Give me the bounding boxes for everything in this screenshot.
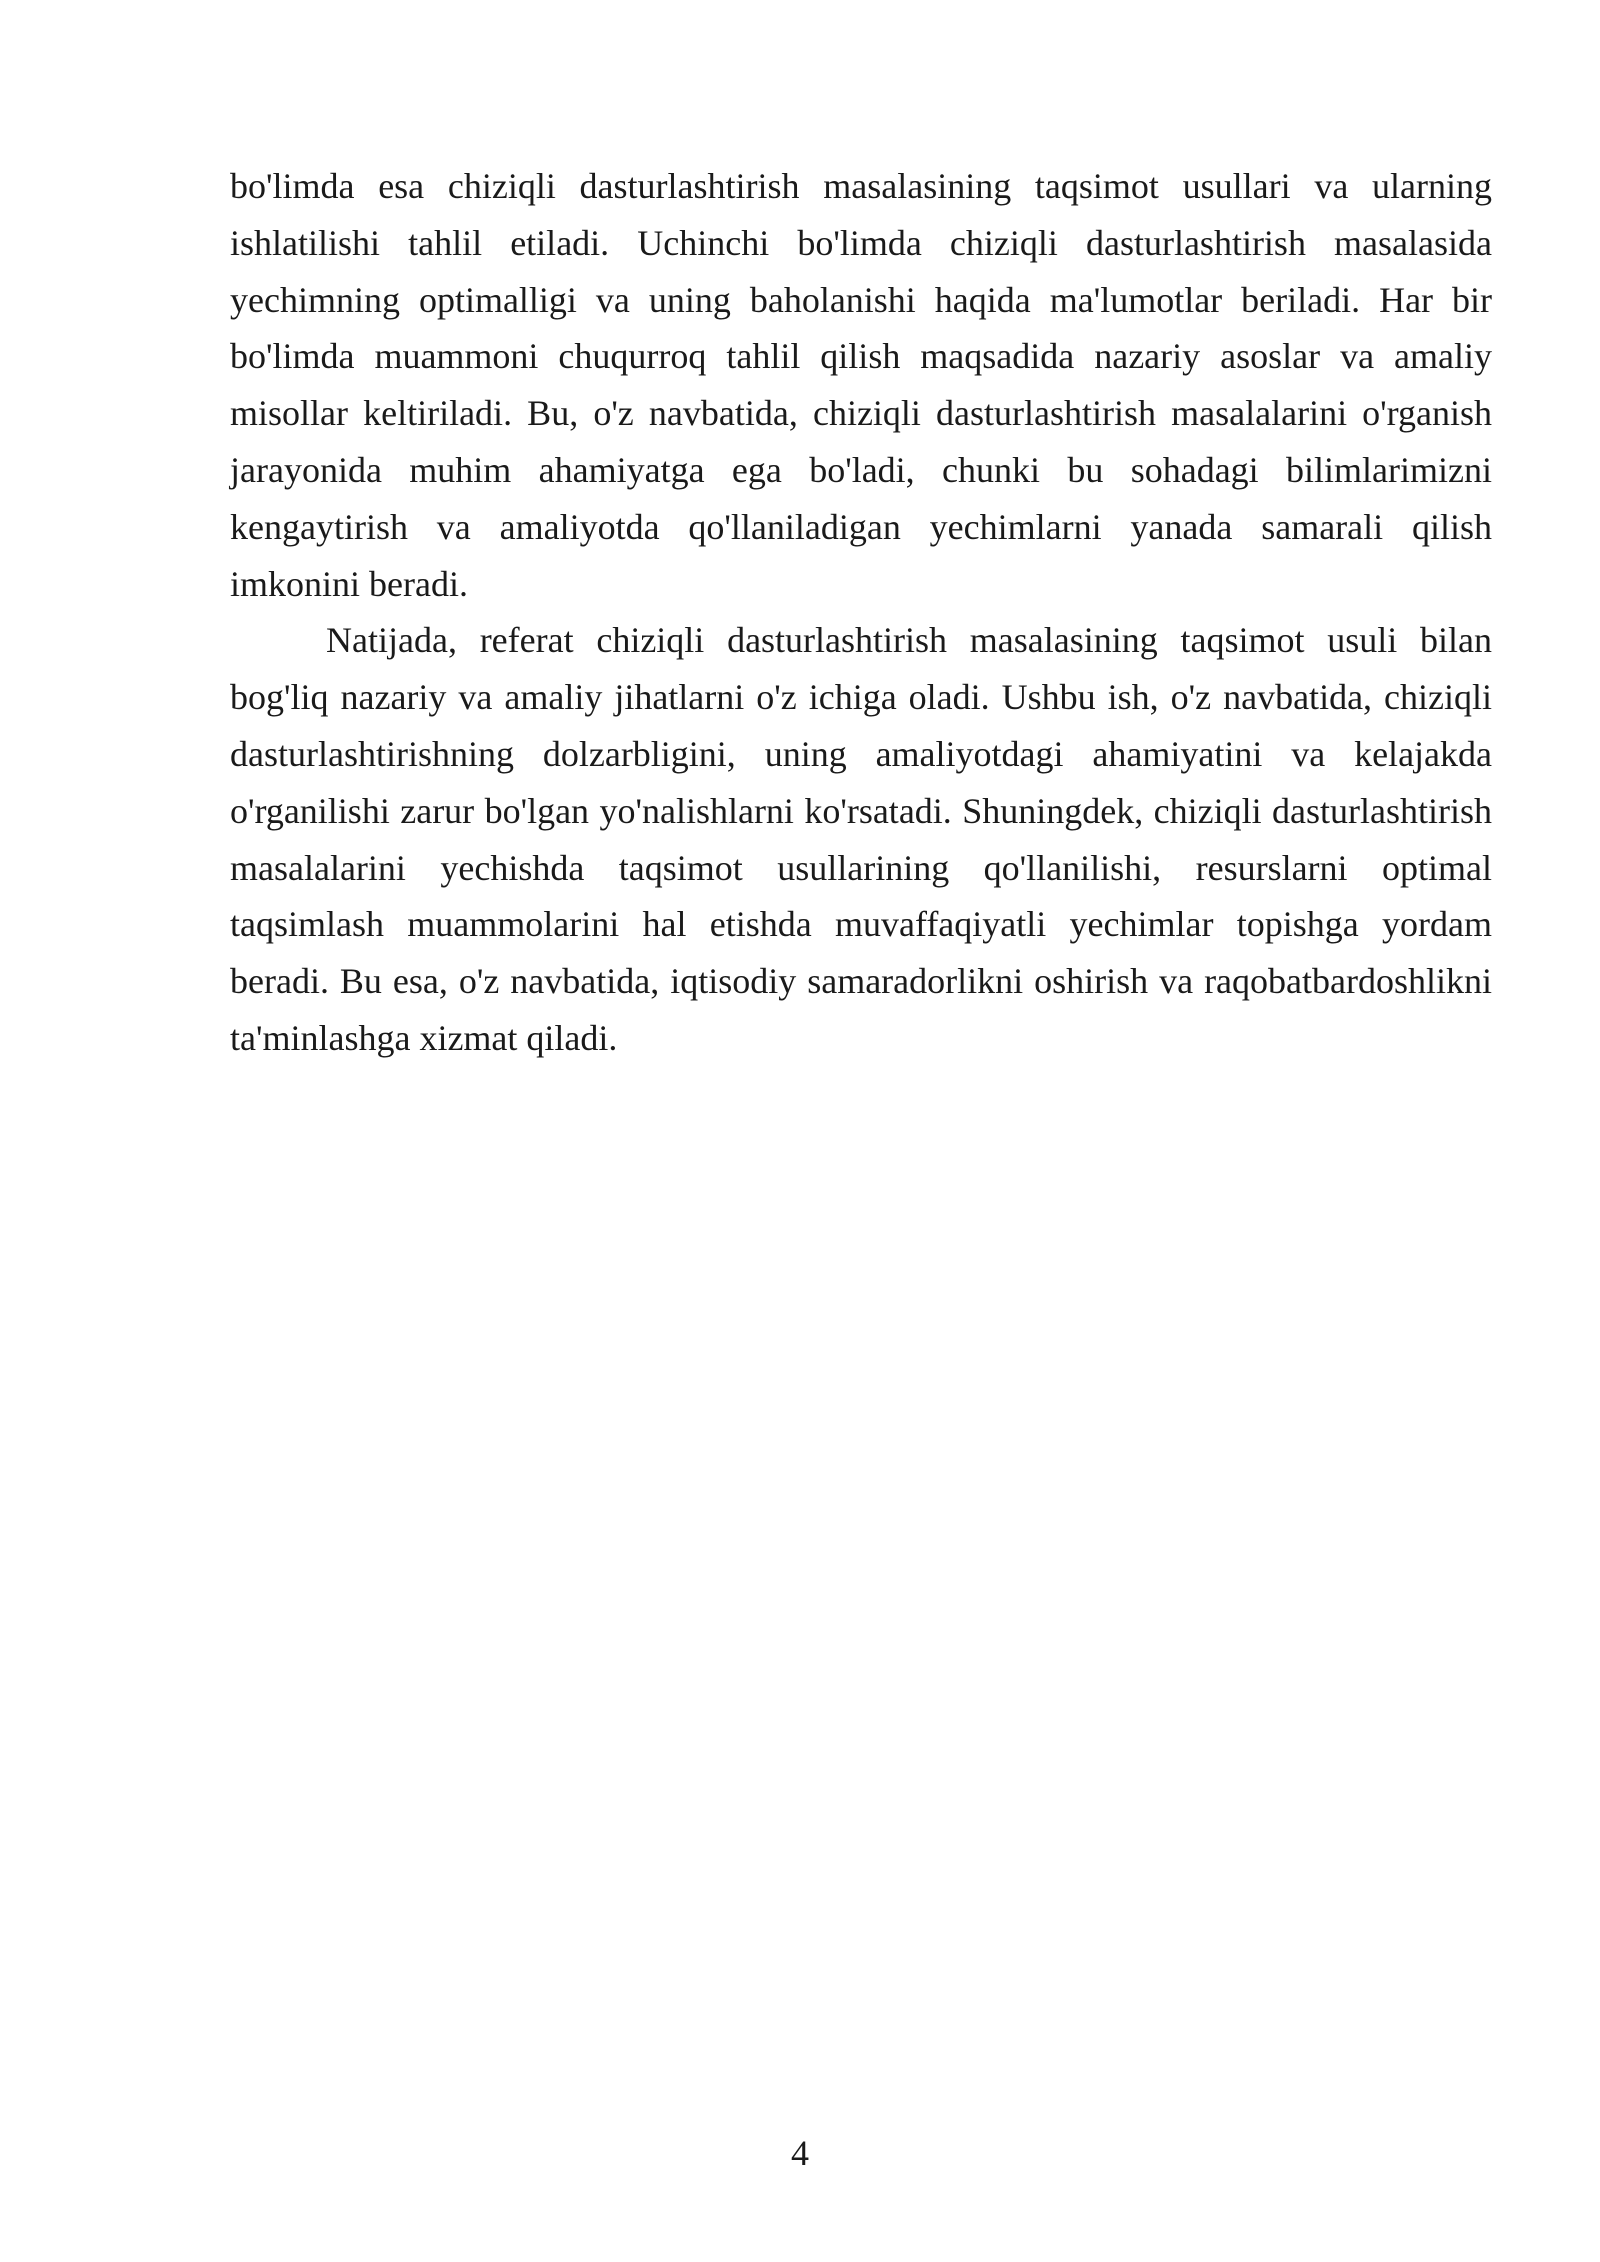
body-text (230, 158, 1492, 1067)
paragraph-continuation: bo'limda esa chiziqli dasturlashtirish masalasining taqsimot usullari va ularning ishlatilishi tahlil etiladi. Uchinchi bo'limda chiziqli dasturlashtirish masalasida yechimning optimalligi va uning baholanishi haqida ma'lumotlar beriladi. Har bir bo'limda muammoni chuqurroq tahlil qilish maqsadida nazariy asoslar va amaliy misollar keltiriladi. Bu, o'z navbatida, chiziqli dasturlashtirish masalalarini o'rganish jarayonida muhim ahamiyatga ega bo'ladi, chunki bu sohadagi bilimlarimizni kengaytirish va amaliyotda qo'llaniladigan yechimlarni yanada samarali qilish imkonini beradi. (230, 166, 1492, 604)
paragraph-conclusion: Natijada, referat chiziqli dasturlashtirish masalasining taqsimot usuli bilan bog'liq nazariy va amaliy jihatlarni o'z ichiga oladi. Ushbu ish, o'z navbatida, chiziqli dasturlashtirishning dolzarbligini, uning amaliyotdagi ahamiyatini va kelajakda o'rganilishi zarur bo'lgan yo'nalishlarni ko'rsatadi. Shuningdek, chiziqli dasturlashtirish masalalarini yechishda taqsimot usullarining qo'llanilishi, resurslarni optimal taqsimlash muammolarini hal etishda muvaffaqiyatli yechimlar topishga yordam beradi. Bu esa, o'z navbatida, iqtisodiy samaradorlikni oshirish va raqobatbardoshlikni ta'minlashga xizmat qiladi. (230, 620, 1492, 1058)
page-number: 4 (791, 2133, 809, 2173)
